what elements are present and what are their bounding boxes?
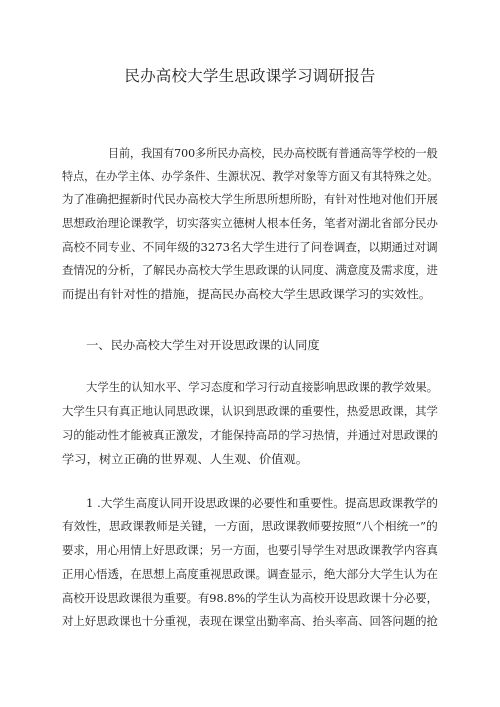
document-title: 民办高校大学生思政课学习调研报告 <box>124 67 376 85</box>
point-1-line-1: 1 .大学生高度认同开设思政课的必要性和重要性。提高思政课教学的 <box>86 496 438 510</box>
intro-line-4: 思想政治理论课教学，切实落实立德树人根本任务，笔者对湖北省部分民办 <box>62 216 438 230</box>
section-1-line-1: 大学生的认知水平、学习态度和学习行动直接影响思政课的教学效果。 <box>86 380 439 394</box>
intro-line-3: 为了准确把握新时代民办高校大学生所思所想所盼，有针对性地对他们开展 <box>62 192 438 206</box>
intro-line-6: 查情况的分析，了解民办高校大学生思政课的认同度、满意度及需求度，进 <box>62 263 438 277</box>
intro-line-7: 而提出有针对性的措施，提高民办高校大学生思政课学习的实效性。 <box>62 287 432 301</box>
point-1-line-6: 对上好思政课也十分重视，表现在课堂出勤率高、抬头率高、回答问题的抢 <box>62 614 438 628</box>
point-1-line-3: 要求，用心用情上好思政课；另一方面，也要引导学生对思政课教学内容真 <box>62 543 438 557</box>
section-1-line-2: 大学生只有真正地认同思政课，认识到思政课的重要性，热爱思政课，其学 <box>62 404 438 418</box>
point-1-line-4: 正用心悟透，在思想上高度重视思政课。调查显示，绝大部分大学生认为在 <box>62 567 438 581</box>
point-1-line-2: 有效性，思政课教师是关键，一方面，思政课教师要按照“八个相统一”的 <box>62 519 438 533</box>
intro-line-2: 特点，在办学主体、办学条件、生源状况、教学对象等方面又有其特殊之处。 <box>62 169 439 183</box>
intro-line-5: 高校不同专业、不同年级的3273名大学生进行了问卷调查，以期通过对调 <box>62 240 438 254</box>
intro-line-1: 目前，我国有700多所民办高校，民办高校既有普通高等学校的一般 <box>108 146 438 160</box>
section-1-line-3: 习的能动性才能被真正激发，才能保持高昂的学习热情，并通过对思政课的 <box>62 428 438 442</box>
section-1-line-4: 学习，树立正确的世界观、人生观、价值观。 <box>62 452 309 466</box>
section-heading: 一、民办高校大学生对开设思政课的认同度 <box>86 338 320 352</box>
point-1-line-5: 高校开设思政课很为重要。有98.8%的学生认为高校开设思政课十分必要， <box>62 591 438 605</box>
